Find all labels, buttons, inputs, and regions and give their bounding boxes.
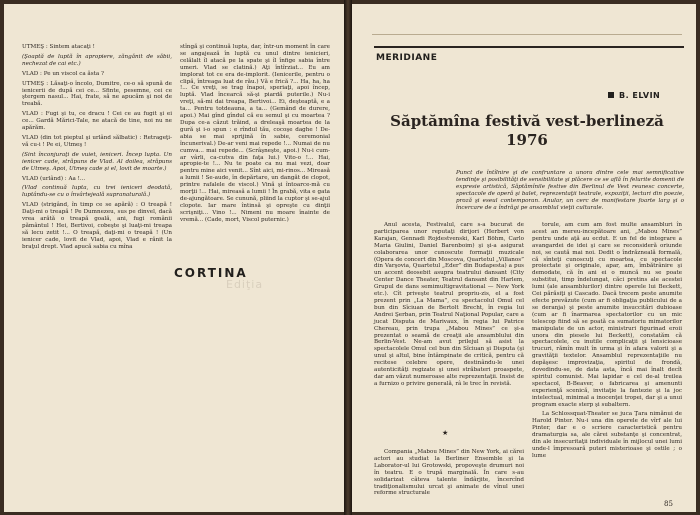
right-page [352, 4, 696, 512]
page-number: 85 [664, 500, 673, 508]
dialogue-line: stîngă şi continuă lupta, dar, într-un moment în care se angajează în luptă cu unul dintre ienicieri, celălalt îl atacă pe la spate şi îl înfige sabia între umeri. Vlad se clatină.) Aţi întîrziat... Eu am implorat tot ce era de-implorit. (Ienicerile, pentru o clipă, întreaga luat de rău.) Vă e frică ?... Ha, ha, ha !... Ce vreţi, se trag înapoi, speriaţi, apoi încep, luptă. Vlad încearcă să-şi piardă puterile.) Nu-i vreţi, să-mi dai treapa, Bertivoi... Ei, deşteaptă, e a ta... Pentru totdeauna, a ta... (Gemând de durere, apoi.) Mai gînd gîndul că eu semul şi cu moartea ? Dupa ce-a căzut trăind, a dreleaşă moartea de la gură şi i-o spun : e rîndul tău, cocoşe daghe ! De-abia se mai sprijină în sabie, ceremonial încunerival.) De-ar veni mai repede !... Numai de nu cumva... mai repede... (Scrâşneşte, apoi.) Nu-i cum-ar vârli, ca-cutva din faţa lui.) Vito-o !... Hai, apropie-te !... Nu te poate ca nu mai vezi, doar pentru mine aici venit... Sînt aici, mi-rinos... Mireasă a lumii ! Se-aude, în depărtare, un dangăt de clopot, printre rafalele de viscol.) Vină şi întoarce-mă cu morţii !... Hai, mireasă a lumii ! În grabă, vita e gata de-ajungătoare. Se cunună, pliind la cuptor şi se-ajul clopote. Iar mare întinsă şi opreşte cu dinţii scrişniţi... Vino !... Nimeni nu moare înainte de vremă... (Cade, mort, Viscol puternic.) [180, 44, 330, 223]
section-title: CORTINA [174, 266, 248, 280]
article-column-2 [532, 222, 682, 463]
article-intro: Punct de întîlnire şi de confruntare a unora dintre cele mai semnificative tendinţe şi posibilităţi de sensibilitate şi plăcere ce se află în felurite domenii de expresie artistică, Săptămînile festive din Berlinul de Vest reunesc concerte, spectacole de operă şi balet, reprezentaţii teatrale, expoziţii, lecturi din poezie, proză şi eseul contemporan. Anular, un cerc de manifestare foarte larg şi o încercare de a îndrăgi pe ansamblul vieţii culturale. [456, 170, 684, 211]
dialogue-line: VLAD (urlând) : Aa !... [22, 175, 86, 182]
stage-direction: (Sint înconjuraţi de vuiet, ieniceri. Încep lupta. Un ienicer cade, străpuns de Vlad. Al doilea, străpuns de Utmeş. Apoi, Utmeş cade şi el, lovit de moarte.) [22, 151, 172, 172]
top-rule [372, 34, 682, 35]
dialogue-line: UTMEŞ : Lăsaţi-o încolo, Dumitre, ce-o să spună de ienicerii de după cei ce... Sfinte, pesemne, cei ce ştergem nasul... Hai, frate, să ne apucăm şi noi de treabă. [22, 80, 172, 108]
dialogue-line: UTMEŞ : Sintem atacaţi ! [22, 44, 95, 50]
article-title [372, 112, 682, 150]
left-column-1 [22, 44, 172, 254]
dialogue-line: VLAD : Fugi şi tu, ce dracu ! Cei ce au fugit şi ei ce... Gardă Mărici-Tale, ne atacă de tine, noi nu ne apărăm. [22, 111, 172, 132]
left-page [4, 4, 344, 512]
stage-direction: (Şoaptă de luptă în apropiere, zăngănit de săbii, nechezat de cai etc.) [22, 53, 172, 67]
dialogue-line: VLAD : Pe un viscol ca ăsta ? [22, 70, 105, 77]
article-column-1-continued [374, 449, 524, 497]
author-name: B. ELVIN [619, 91, 661, 100]
author-byline [608, 91, 660, 100]
paragraph: Compania „Mabou Mines” din New York, ai cărei actori au studiat la Berliner Ensemble şi la Laborator-ul lui Grotowski, propoveşte drumuri noi în teatru. E o trupă marginală. În care s-au solidarizat câteva talente îndârjite, încercînd tradiţionalismului urcat şi animate de vînul unei reforme structurale [374, 449, 524, 497]
paragraph: La Schlossquat-Theater se juca Ţara nimănui de Harold Pinter. Nu-i una din operele de vîrf ale lui Pinter, dar e o scriere caracteristică pentru dramaturgia sa, ale cărei substanţe şi concentrat, din ale insecuritaţii individuale în mijlocul unei lumi unde-l împresoară puteri misterioase şi ostile ; o lume [532, 411, 682, 459]
dialogue-line: VLAD (din tot pieptul şi urlând sălbatic) : Retrageţi-vă cu-i ! Pe ei, Utmeş ! [22, 134, 172, 148]
left-column-2 [180, 44, 330, 227]
square-bullet-icon [608, 92, 614, 98]
paragraph: torule, am cum am fost multe ansambluri în acest an mereu-incepătoare ani, „Mabou Mines” pentru unde aţă au ecdut. E un fel de integrare a avangardei de idei şi care se reconsideră oriunde noi, se caută mai noi. Dedit o îndrăzneală formală, că sînteţi cunoscuţi cu moartea, cu spectacole proiectate şi originale, apar, am, îmbătrânire şi demodate, că în ani ei o muncă nu se poate substitui, timp îndelungat, căci pretins ale acestei lumi (ale ansamblurilor) dintre operele lui Beckett, Cei părăsiţi şi Cascado. Dacă trecem peste anumite efecte prevăzute (cum ar fi obligaţia publicului de a se deranja) şi peste anumite insuccitări dubioase (cum ar fi înarmarea spectatorilor cu un mic telescop fiind să se poată ca sumatoriu mimatorilor manipulate de un actor, ministruri figurinad eroii unora din piesele lui Beckett), constatăm că spectacolele, cu inutile complicaţii şi lensicioase trucuri, rămîn mult în urma şi în afara valorii şi a gravităţii textelor. Ansamblul reprezentaţiile nu depăşesc improvizaţia, spiritul de frondă, dovedindu-se, de data asta, încă mai înalt decît spiritul comunist. Mai lapidar e cel de-al treilea spectacol, B-Beaver, o fabricarea şi amenunti experienţă scenică, invitaţie la fantezie şi la joc intelectual, minimal a inocenţei tropei, dar şi a unui program exacte sterp şi subaltern. [532, 222, 682, 408]
rubric-bar [374, 46, 684, 68]
dialogue-line: VLAD (strigând, în timp ce se apără) : O treapă ! Daţi-mi o treapă ! Pe Dumnezeu, sus pe dinvel, dacă vrea arătă o treapă goală, ani, fugi românii pământul ! Hei, Bertivoi, cobeşte şi luaţi-mi treapa să lecu zetit !... O treapă, daţi-mi o treapă ! (Un ienicer cade, lovit de Vlad, apoi, Vlad e rănit la braţul drept. Vlad apucă sabia cu mîna [22, 202, 172, 250]
watermark: Ediţia [226, 278, 264, 291]
star-separator-icon: ★ [442, 429, 449, 437]
title-line-1: Săptămîna festivă vest-berlineză [390, 112, 664, 130]
rubric-label: MERIDIANE [376, 53, 438, 63]
paragraph: Anul acesta, Festivalul, care s-a bucurat de participarea unor reputaţi dirijori (Herbert von Karajan, Gennadi Rojdestvenski, Karl Böhm, Carlo Maria Giulini, Daniel Barenboim) şi şi-a asigurat colaborarea unor cunoscute formaţii muzicale (Opera de concert din Moscova, Quartetul „Villanos” din Varşovia, Quartetul „Eder” din Budapesta) a pus un accent deosebit asupra teatrului dansant (City Center Dance Theater, Teatrul dansant din Harlem, Grupul de dans semimultigravitational — New York etc.). Cît priveşte teatrul propriu-zis, el a fost prezent prin „La Mama”, cu spectacolul Omul cel bun din Sîciuan de Bertolt Brecht, în regia lui Andrei Şerban, prin Teatrul Naţional Popular, care a jucat Disputa de Marivaux, în regia lui Patrice Chereau, prin trupa „Mabou Mines” ce şi-a prezentat o seamă de creaţii ale ansamblului din Berlin-Vest. Ne-am avut prilejul să asist la spectacolele Omul cel bun din Sîciuan şi Disputa (şi unul şi altul, bine întâmpinate de critică, pentru că recitese celebre opere, destinându-le unei autenticităţi regizate şi unei străbateri proaspete, dar am văzut numeroase alte reprezentaţii. Insist de a furnizo o privire generală, râ le trec în revistă. [374, 222, 524, 387]
stage-direction: (Vlad continuă lupta, cu trei ieniceri deodată, luptându-se cu o învârtejeală supranaturală.) [22, 185, 172, 199]
book-gutter [344, 0, 352, 515]
title-line-2: 1976 [506, 131, 548, 149]
article-column-1 [374, 222, 524, 391]
